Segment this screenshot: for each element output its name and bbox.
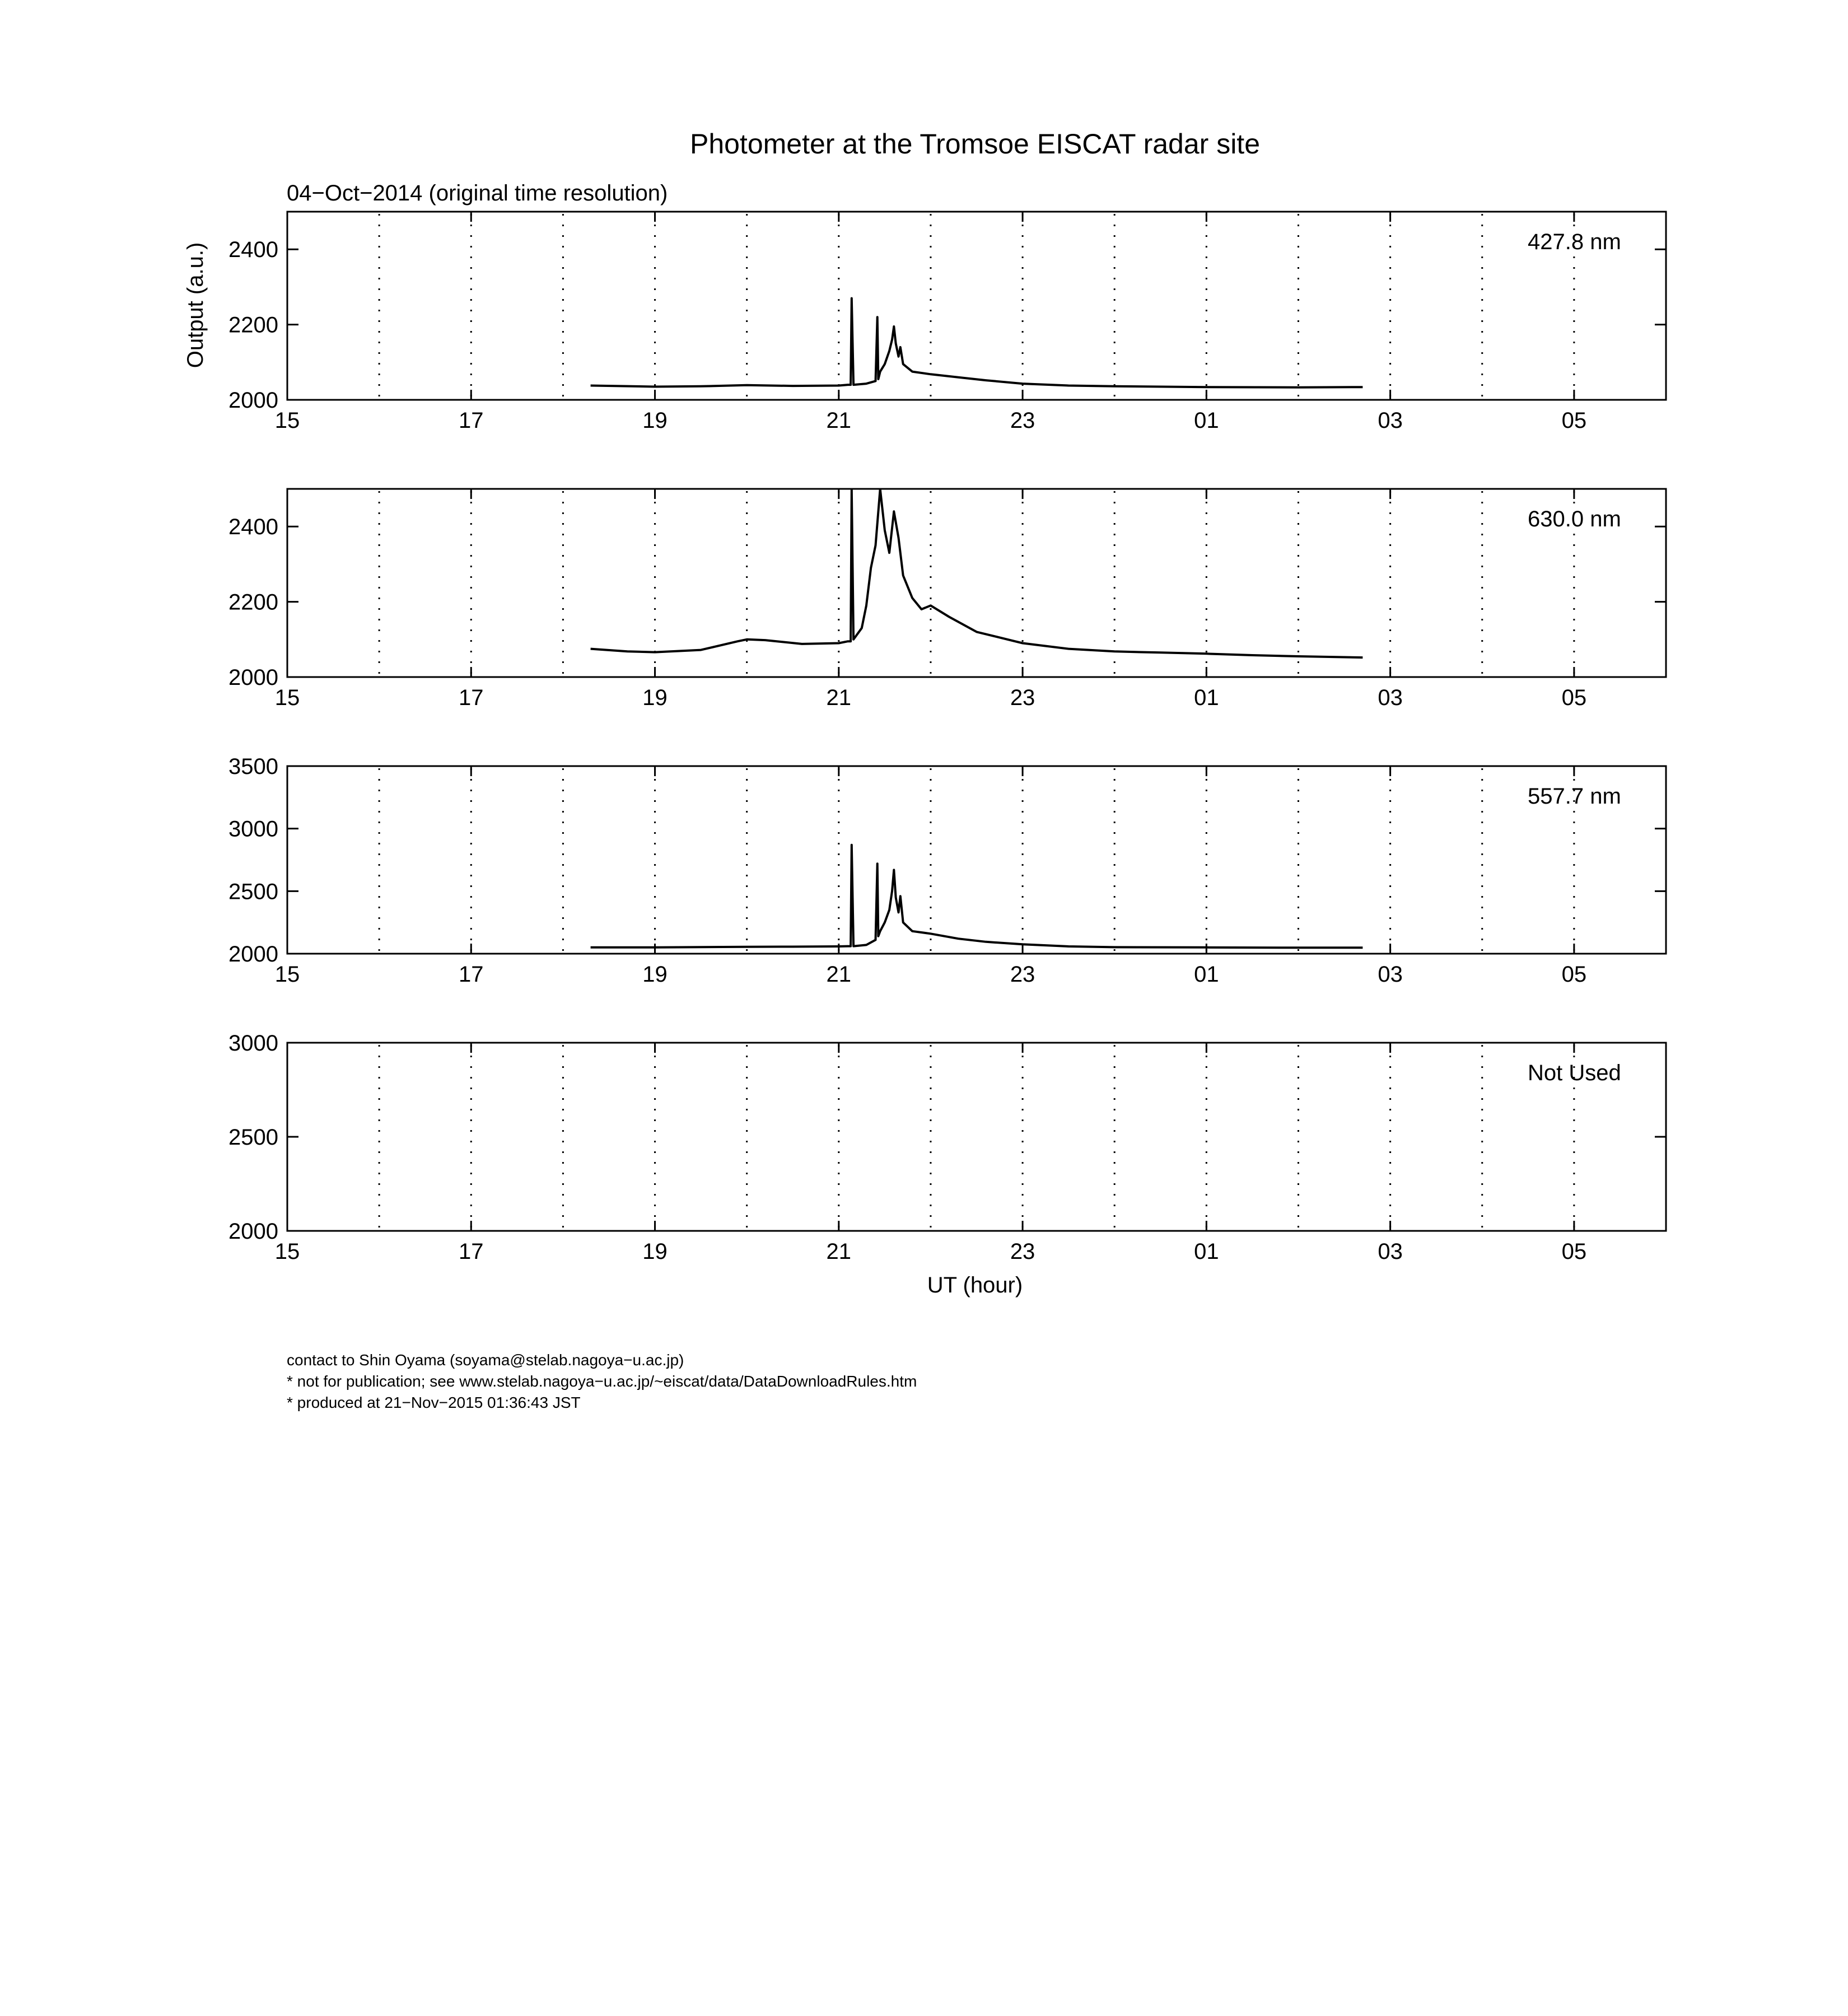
x-tick-label: 17 (459, 962, 484, 987)
x-tick-label: 23 (1010, 408, 1035, 433)
x-tick-label: 21 (826, 1239, 852, 1264)
y-tick-label: 2500 (228, 879, 278, 904)
x-tick-label: 19 (642, 1239, 668, 1264)
y-tick-label: 2200 (228, 590, 278, 615)
y-tick-label: 2200 (228, 312, 278, 338)
y-tick-label: 3000 (228, 816, 278, 842)
panel-frame (287, 212, 1666, 400)
x-tick-label: 01 (1194, 1239, 1219, 1264)
x-tick-label: 01 (1194, 685, 1219, 710)
x-tick-label: 15 (274, 408, 300, 433)
x-tick-label: 05 (1561, 408, 1587, 433)
series-line (591, 298, 1363, 388)
x-tick-label: 17 (459, 408, 484, 433)
panel-frame (287, 766, 1666, 954)
x-tick-label: 05 (1561, 685, 1587, 710)
x-axis-label: UT (hour) (927, 1273, 1023, 1298)
x-tick-label: 15 (274, 962, 300, 987)
x-tick-label: 21 (826, 962, 852, 987)
panels-group (228, 212, 1666, 1264)
x-tick-label: 15 (274, 1239, 300, 1264)
x-tick-label: 19 (642, 962, 668, 987)
chart-title: Photometer at the Tromsoe EISCAT radar site (689, 128, 1261, 160)
panel-wavelength-label: 557.7 nm (1528, 784, 1621, 809)
y-tick-label: 3000 (228, 1031, 278, 1056)
y-tick-label: 2400 (228, 237, 278, 263)
x-tick-label: 05 (1561, 962, 1587, 987)
panel-2 (228, 489, 1666, 710)
y-tick-label: 2000 (228, 388, 278, 413)
y-axis-label: Output (a.u.) (183, 242, 208, 368)
panel-wavelength-label: 630.0 nm (1528, 507, 1621, 531)
panel-wavelength-label: Not Used (1528, 1061, 1621, 1085)
y-tick-label: 2000 (228, 665, 278, 690)
x-tick-label: 03 (1378, 1239, 1403, 1264)
x-tick-label: 23 (1010, 962, 1035, 987)
x-tick-label: 03 (1378, 685, 1403, 710)
x-tick-label: 03 (1378, 408, 1403, 433)
series-line (591, 489, 1363, 657)
y-tick-label: 2000 (228, 942, 278, 967)
panel-1 (228, 212, 1666, 433)
footer-rules: * not for publication; see www.stelab.nagoya−u.ac.jp/~eiscat/data/DataDownloadRules.htm (287, 1373, 917, 1390)
panel-3 (228, 754, 1666, 987)
y-tick-label: 2000 (228, 1219, 278, 1244)
panel-wavelength-label: 427.8 nm (1528, 230, 1621, 254)
x-tick-label: 03 (1378, 962, 1403, 987)
panel-4 (228, 1031, 1666, 1264)
x-tick-label: 17 (459, 1239, 484, 1264)
x-tick-label: 23 (1010, 1239, 1035, 1264)
x-tick-label: 21 (826, 408, 852, 433)
x-tick-label: 15 (274, 685, 300, 710)
footer-contact: contact to Shin Oyama (soyama@stelab.nagoya−u.ac.jp) (287, 1351, 684, 1369)
y-tick-label: 2500 (228, 1125, 278, 1150)
chart-subtitle: 04−Oct−2014 (original time resolution) (287, 181, 668, 206)
x-tick-label: 19 (642, 685, 668, 710)
x-tick-label: 01 (1194, 962, 1219, 987)
x-tick-label: 19 (642, 408, 668, 433)
panel-frame (287, 1043, 1666, 1231)
x-tick-label: 21 (826, 685, 852, 710)
y-tick-label: 3500 (228, 754, 278, 779)
panel-frame (287, 489, 1666, 677)
series-line (591, 845, 1363, 948)
x-tick-label: 17 (459, 685, 484, 710)
x-tick-label: 01 (1194, 408, 1219, 433)
footer-produced: * produced at 21−Nov−2015 01:36:43 JST (287, 1394, 581, 1411)
x-tick-label: 05 (1561, 1239, 1587, 1264)
x-tick-label: 23 (1010, 685, 1035, 710)
y-tick-label: 2400 (228, 515, 278, 540)
